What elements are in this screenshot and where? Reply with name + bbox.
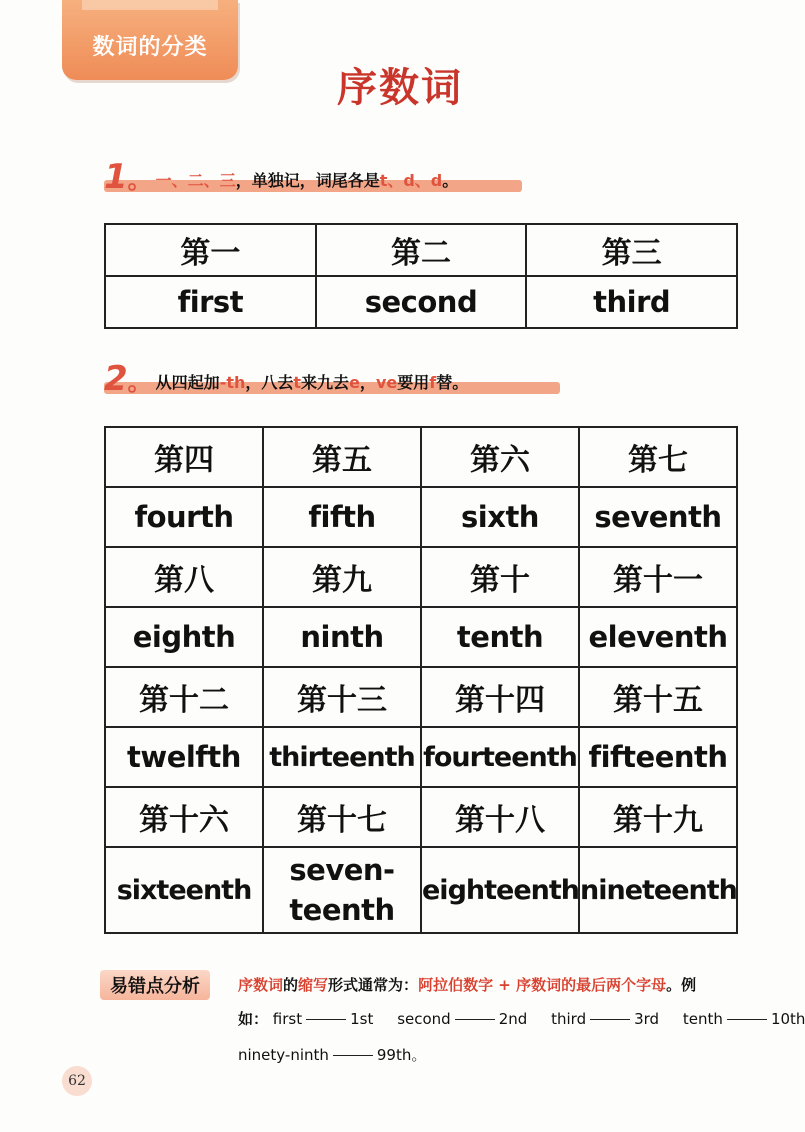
rule-2-text: t [293, 373, 302, 392]
dash [455, 1019, 495, 1020]
rule-2 [104, 359, 469, 399]
table-cell: 第四 [105, 427, 263, 487]
table-cell: tenth [421, 607, 579, 667]
rule-2-text: e [349, 373, 360, 392]
dash [727, 1019, 767, 1020]
table-cell: fifteenth [579, 727, 737, 787]
table-row [105, 727, 737, 787]
table-cell: 第十六 [105, 787, 263, 847]
rule-2-text: ，八去 [245, 373, 294, 392]
table-cell: thirteenth [263, 727, 421, 787]
example-abbr: 2nd [498, 1010, 528, 1028]
table-row [105, 276, 737, 328]
table-cell: 第七 [579, 427, 737, 487]
tip-line-1 [238, 974, 696, 995]
table-cell: 第十八 [421, 787, 579, 847]
table-cell: eighteenth [421, 847, 579, 933]
table-cell: eighth [105, 607, 263, 667]
table-cell: 第十三 [263, 667, 421, 727]
tip-text: 缩写 [298, 976, 329, 994]
example-word: second [397, 1010, 451, 1028]
table-cell: eleventh [579, 607, 737, 667]
table-cell: 第九 [263, 547, 421, 607]
rule-2-text: ve [375, 373, 398, 392]
dash [306, 1019, 346, 1020]
rule-2-dot: 。 [127, 368, 152, 396]
rule-1 [104, 157, 459, 197]
table-cell: twelfth [105, 727, 263, 787]
table-cell: ninth [263, 607, 421, 667]
rule-2-number: 2 [104, 359, 128, 399]
rule-2-text: 来九去 [301, 373, 350, 392]
ordinal-table-1 [104, 223, 738, 329]
table-cell: nineteenth [579, 847, 737, 933]
example-word: tenth [682, 1010, 723, 1028]
rule-2-text: f [429, 373, 437, 392]
rule-2-text: -th [219, 373, 246, 392]
table-cell-seventeenth [263, 847, 421, 933]
table-cell: 第十七 [263, 787, 421, 847]
table-row [105, 224, 737, 276]
table-row [105, 667, 737, 727]
rule-1-text-c: t、d、d [379, 171, 443, 190]
tag-strip [82, 0, 218, 10]
table-cell: fifth [263, 487, 421, 547]
example-abbr: 1st [350, 1010, 374, 1028]
table-cell: sixth [421, 487, 579, 547]
rule-1-text-d: 。 [442, 171, 459, 190]
table-row [105, 787, 737, 847]
table-cell: fourteenth [421, 727, 579, 787]
rule-2-text: 从四起加 [155, 373, 220, 392]
table-cell: 第八 [105, 547, 263, 607]
table-row [105, 547, 737, 607]
table-cell: third [526, 276, 737, 328]
table-cell: 第十五 [579, 667, 737, 727]
rule-2-text: ， [359, 373, 376, 392]
table-cell: 第一 [105, 224, 316, 276]
example-word: ninety-ninth [238, 1046, 329, 1064]
example-abbr: 3rd [634, 1010, 660, 1028]
tip-tag: 易错点分析 [100, 970, 210, 1000]
table-cell: 第十二 [105, 667, 263, 727]
dash [590, 1019, 630, 1020]
tip-text: 形式通常为： [328, 976, 419, 994]
table-cell: first [105, 276, 316, 328]
table-cell: seventh [579, 487, 737, 547]
tip-line-3 [238, 1044, 426, 1065]
table-cell: second [316, 276, 527, 328]
table-row [105, 427, 737, 487]
table-cell: 第十一 [579, 547, 737, 607]
dash [333, 1055, 373, 1056]
table-row [105, 607, 737, 667]
page-title: 序数词 [337, 65, 463, 111]
section-tag-label: 数词的分类 [92, 35, 208, 60]
example-word: first [272, 1010, 303, 1028]
table-cell: sixteenth [105, 847, 263, 933]
table-cell: 第十四 [421, 667, 579, 727]
rule-2-text: 替。 [436, 373, 469, 392]
table-cell: 第二 [316, 224, 527, 276]
rule-1-text-b: ，单独记，词尾各是 [235, 171, 380, 190]
tip-text: 阿拉伯数字 + 序数词的最后两个字母 [418, 976, 667, 994]
example-abbr: 10th [770, 1010, 805, 1028]
example-abbr: 99th。 [376, 1046, 427, 1064]
tip-prefix: 如： [238, 1010, 269, 1028]
rule-1-dot: 。 [127, 166, 152, 194]
table-row [105, 487, 737, 547]
tip-text: 。例 [666, 976, 697, 994]
rule-1-text-a: 一、二、三 [155, 171, 236, 190]
table-row [105, 847, 737, 933]
table-cell: 第十九 [579, 787, 737, 847]
seventeenth-line-2: teenth [289, 893, 395, 927]
tip-line-2 [238, 1008, 805, 1029]
ordinal-table-2 [104, 426, 738, 934]
tip-text: 序数词 [238, 976, 284, 994]
tip-text: 的 [283, 976, 299, 994]
rule-1-number: 1 [104, 157, 128, 197]
table-cell: 第十 [421, 547, 579, 607]
seventeenth-line-1: seven- [289, 853, 395, 887]
table-cell: 第五 [263, 427, 421, 487]
table-cell: 第三 [526, 224, 737, 276]
example-word: third [551, 1010, 587, 1028]
table-cell: fourth [105, 487, 263, 547]
rule-2-text: 要用 [397, 373, 430, 392]
table-cell: 第六 [421, 427, 579, 487]
page-number: 62 [62, 1066, 92, 1096]
